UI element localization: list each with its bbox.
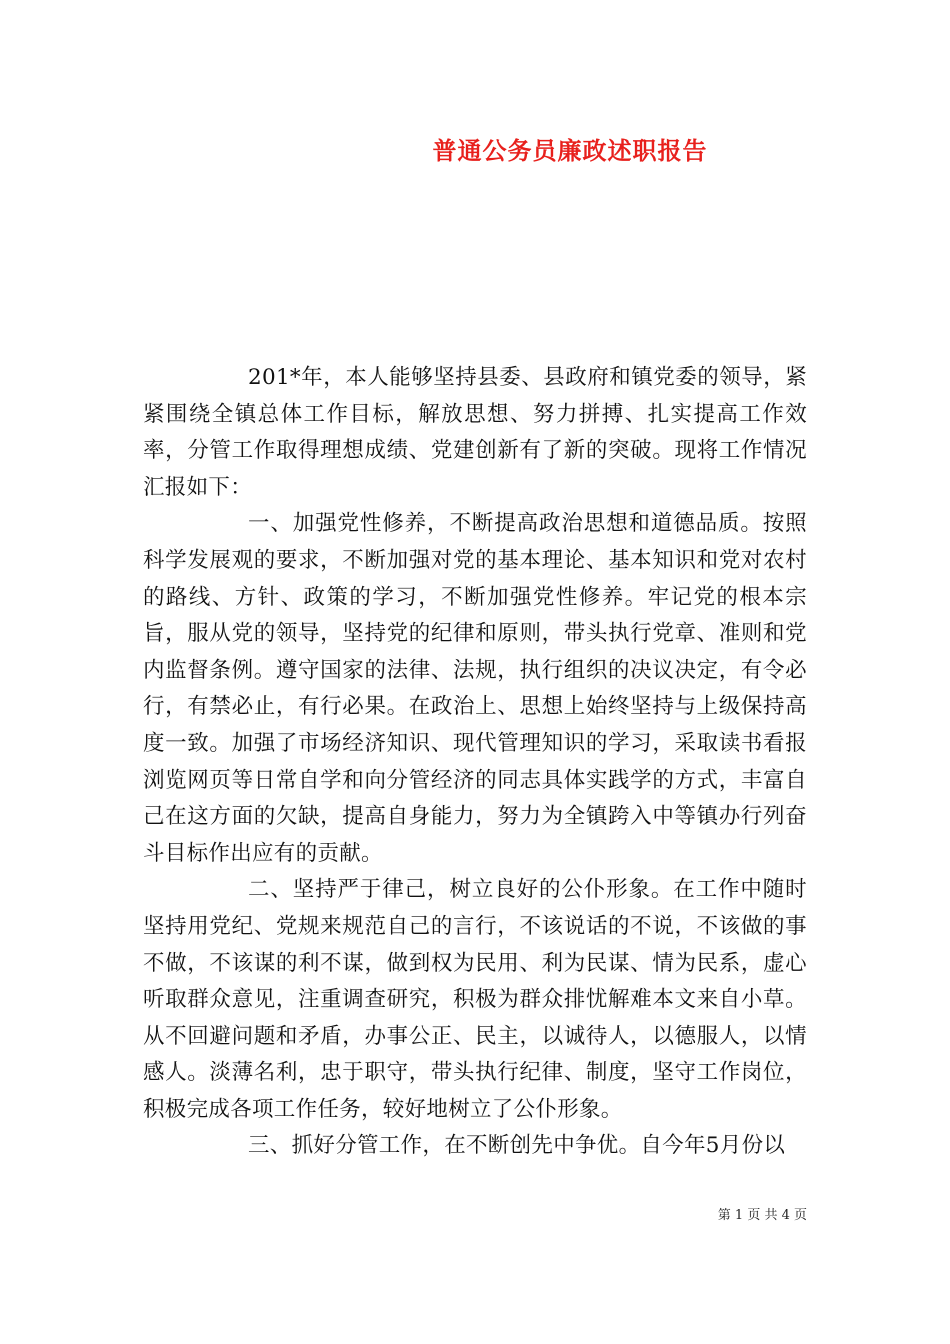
document-body xyxy=(143,360,807,1165)
paragraph-section-1: 一、加强党性修养，不断提高政治思想和道德品质。按照科学发展观的要求，不断加强对党的基本理论、基本知识和党对农村的路线、方针、政策的学习，不断加强党性修养。牢记党的根本宗旨，服从党的领导，坚持党的纪律和原则，带头执行党章、准则和党内监督条例。遵守国家的法律、法规，执行组织的决议决定，有令必行，有禁必止，有行必果。在政治上、思想上始终坚持与上级保持高度一致。加强了市场经济知识、现代管理知识的学习，采取读书看报浏览网页等日常自学和向分管经济的同志具体实践学的方式，丰富自己在这方面的欠缺，提高自身能力，努力为全镇跨入中等镇办行列奋斗目标作出应有的贡献。 xyxy=(143,511,807,866)
paragraph-section-3: 三、抓好分管工作，在不断创先中争优。自今年5月份以 xyxy=(248,1133,786,1159)
document-title: 普通公务员廉政述职报告 xyxy=(432,136,708,165)
page-number-footer: 第 1 页 共 4 页 xyxy=(717,1208,807,1223)
paragraph-intro: 201*年，本人能够坚持县委、县政府和镇党委的领导，紧紧围绕全镇总体工作目标，解放思想、努力拼搏、扎实提高工作效率，分管工作取得理想成绩、党建创新有了新的突破。现将工作情况汇报如下： xyxy=(143,365,807,500)
paragraph-section-2: 二、坚持严于律己，树立良好的公仆形象。在工作中随时坚持用党纪、党规来规范自己的言行，不该说话的不说，不该做的事不做，不该谋的利不谋，做到权为民用、利为民谋、情为民系，虚心听取群众意见，注重调查研究，积极为群众排忧解难本文来自小草。从不回避问题和矛盾，办事公正、民主，以诚待人，以德服人，以情感人。淡薄名利，忠于职守，带头执行纪律、制度，坚守工作岗位，积极完成各项工作任务，较好地树立了公仆形象。 xyxy=(143,877,807,1122)
